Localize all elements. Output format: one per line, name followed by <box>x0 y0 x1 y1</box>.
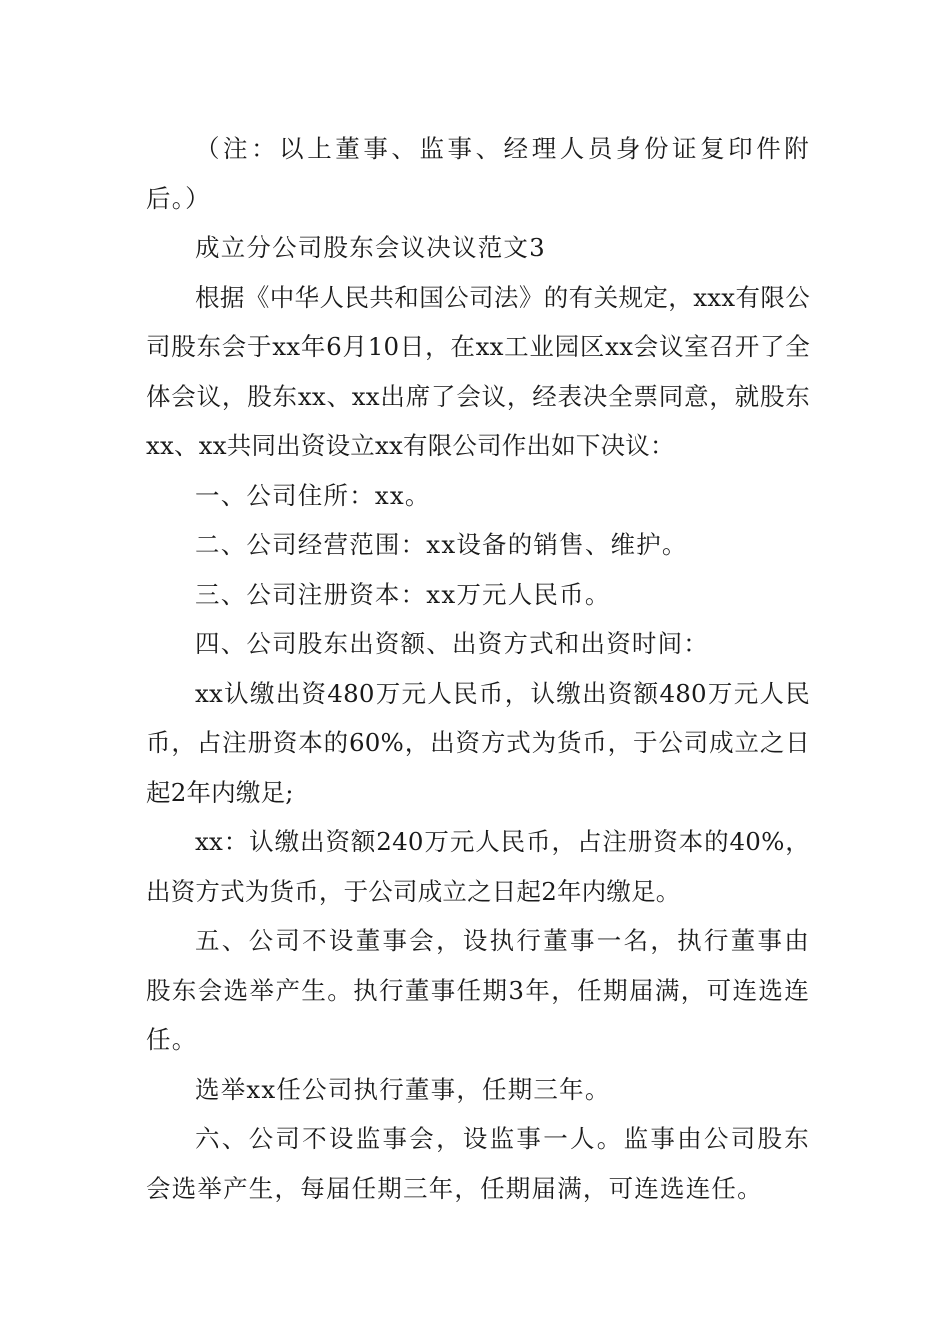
paragraph-item-6: 六、公司不设监事会，设监事一人。监事由公司股东会选举产生，每届任期三年，任期届满，可连选连任。 <box>146 1124 810 1203</box>
paragraph-item-1: 一、公司住所：xx。 <box>195 480 431 510</box>
paragraph-item-2: 二、公司经营范围：xx设备的销售、维护。 <box>195 530 688 559</box>
paragraph-shareholder-2: xx：认缴出资额240万元人民币，占注册资本的40%，出资方式为货币，于公司成立之日起2年内缴足。 <box>146 827 810 906</box>
paragraph-shareholder-1: xx认缴出资480万元人民币，认缴出资额480万元人民币，占注册资本的60%，出资方式为货币，于公司成立之日起2年内缴足; <box>146 678 810 807</box>
paragraph-note: （注：以上董事、监事、经理人员身份证复印件附后。） <box>146 134 810 213</box>
paragraph-heading: 成立分公司股东会议决议范文3 <box>195 233 546 262</box>
document-body <box>146 124 810 1213</box>
paragraph-item-5: 五、公司不设董事会，设执行董事一名，执行董事由股东会选举产生。执行董事任期3年，任期届满，可连选连任。 <box>146 926 810 1054</box>
paragraph-item-3: 三、公司注册资本：xx万元人民币。 <box>195 579 611 609</box>
paragraph-intro: 根据《中华人民共和国公司法》的有关规定，xxx有限公司股东会于xx年6月10日，在xx工业园区xx会议室召开了全体会议，股东xx、xx出席了会议，经表决全票同意，就股东xx、xx共同出资设立xx有限公司作出如下决议： <box>146 282 810 460</box>
paragraph-election: 选举xx任公司执行董事，任期三年。 <box>195 1074 611 1104</box>
paragraph-item-4: 四、公司股东出资额、出资方式和出资时间： <box>195 629 709 658</box>
